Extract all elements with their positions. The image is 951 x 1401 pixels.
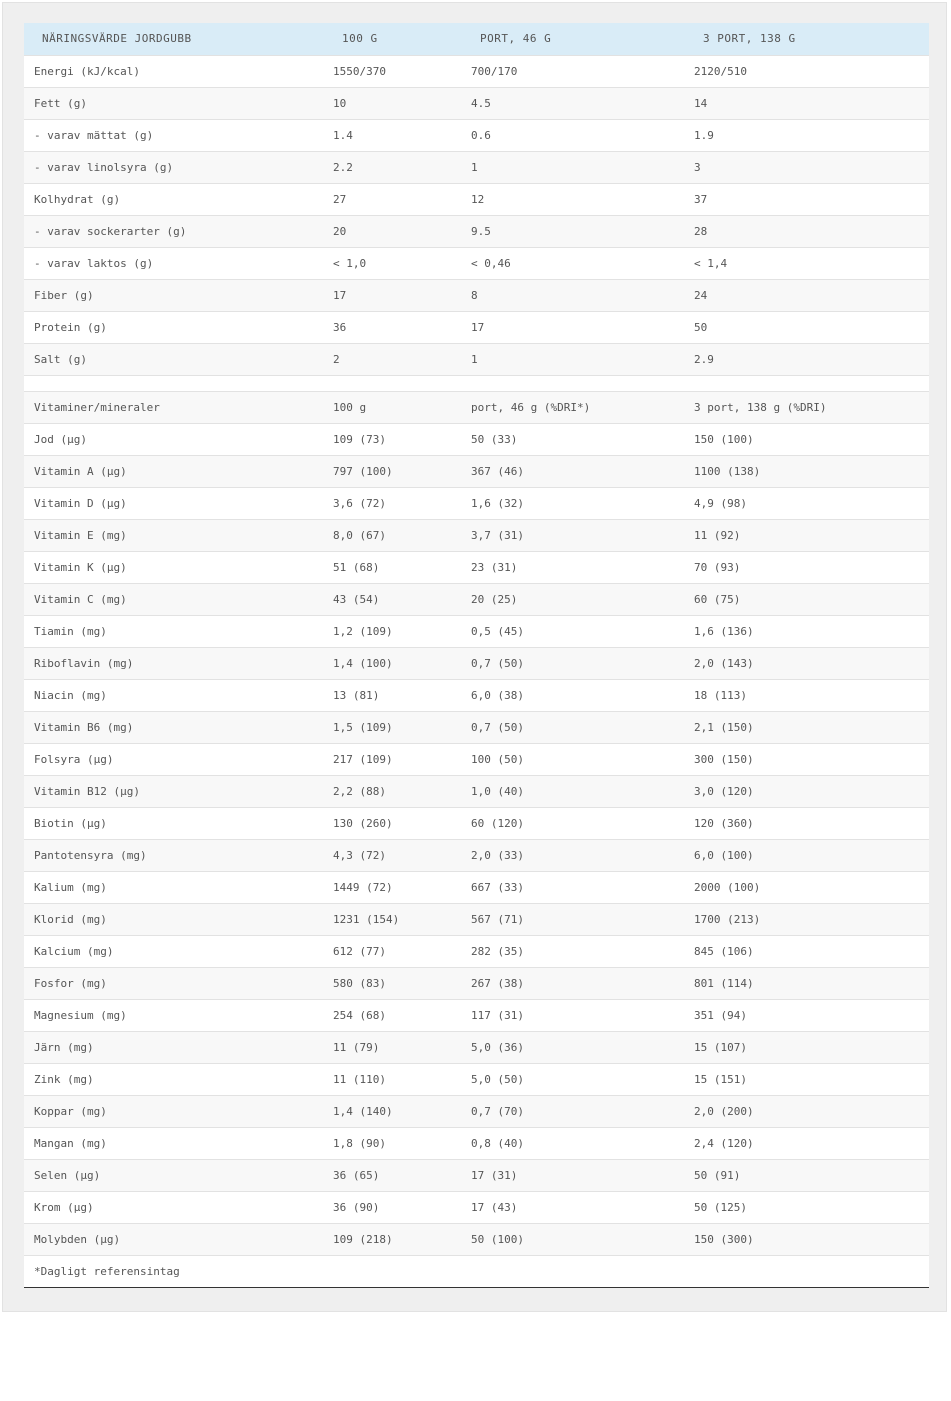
cell-per-100g: 8,0 (67) xyxy=(323,519,461,551)
cell-three-portions: 300 (150) xyxy=(684,743,929,775)
table-row xyxy=(24,215,929,247)
footnote-row xyxy=(24,1255,929,1287)
cell-per-portion: 1 xyxy=(461,151,684,183)
cell-nutrient: Koppar (mg) xyxy=(24,1095,323,1127)
cell-three-portions: 14 xyxy=(684,87,929,119)
cell-nutrient: Riboflavin (mg) xyxy=(24,647,323,679)
cell-three-portions: < 1,4 xyxy=(684,247,929,279)
cell-per-portion: 17 xyxy=(461,311,684,343)
cell-nutrient: Energi (kJ/kcal) xyxy=(24,55,323,87)
cell-per-portion: 9.5 xyxy=(461,215,684,247)
table-row xyxy=(24,711,929,743)
cell-three-portions: 50 xyxy=(684,311,929,343)
cell-three-portions: 50 (91) xyxy=(684,1159,929,1191)
table-row xyxy=(24,87,929,119)
cell-three-portions: 3 port, 138 g (%DRI) xyxy=(684,391,929,423)
cell-per-portion: 0,5 (45) xyxy=(461,615,684,647)
cell-per-portion: 12 xyxy=(461,183,684,215)
cell-three-portions: 2,0 (200) xyxy=(684,1095,929,1127)
cell-per-portion: 8 xyxy=(461,279,684,311)
cell-per-100g: 1,2 (109) xyxy=(323,615,461,647)
cell-per-portion: 2,0 (33) xyxy=(461,839,684,871)
table-row xyxy=(24,1063,929,1095)
cell-nutrient: Vitamin E (mg) xyxy=(24,519,323,551)
cell-nutrient: Zink (mg) xyxy=(24,1063,323,1095)
table-row xyxy=(24,1031,929,1063)
cell-nutrient: Fiber (g) xyxy=(24,279,323,311)
cell-nutrient: Fett (g) xyxy=(24,87,323,119)
cell-per-100g: 109 (73) xyxy=(323,423,461,455)
header-three-portions: 3 PORT, 138 G xyxy=(684,23,929,55)
cell-nutrient: Selen (µg) xyxy=(24,1159,323,1191)
cell-three-portions: 845 (106) xyxy=(684,935,929,967)
cell-nutrient: Vitamin B6 (mg) xyxy=(24,711,323,743)
cell-per-portion: 100 (50) xyxy=(461,743,684,775)
table-row xyxy=(24,871,929,903)
cell-per-100g: 3,6 (72) xyxy=(323,487,461,519)
cell-per-100g: 43 (54) xyxy=(323,583,461,615)
cell-per-100g: < 1,0 xyxy=(323,247,461,279)
cell-per-100g: 17 xyxy=(323,279,461,311)
cell-nutrient: Magnesium (mg) xyxy=(24,999,323,1031)
table-row xyxy=(24,183,929,215)
cell-per-portion: 1 xyxy=(461,343,684,375)
cell-per-100g: 10 xyxy=(323,87,461,119)
cell-per-portion: 0,7 (50) xyxy=(461,711,684,743)
table-row xyxy=(24,423,929,455)
cell-per-portion: 6,0 (38) xyxy=(461,679,684,711)
cell-per-100g: 1231 (154) xyxy=(323,903,461,935)
table-row xyxy=(24,839,929,871)
cell-per-portion: 567 (71) xyxy=(461,903,684,935)
cell-per-100g: 13 (81) xyxy=(323,679,461,711)
table-row xyxy=(24,487,929,519)
table-row xyxy=(24,311,929,343)
cell-nutrient: Kalium (mg) xyxy=(24,871,323,903)
cell-per-portion: 0,7 (70) xyxy=(461,1095,684,1127)
cell-per-100g: 2,2 (88) xyxy=(323,775,461,807)
cell-per-100g: 580 (83) xyxy=(323,967,461,999)
cell-per-100g: 1449 (72) xyxy=(323,871,461,903)
cell-three-portions: 15 (151) xyxy=(684,1063,929,1095)
cell-nutrient: Folsyra (µg) xyxy=(24,743,323,775)
cell-three-portions: 120 (360) xyxy=(684,807,929,839)
cell-per-portion: 4.5 xyxy=(461,87,684,119)
cell-per-100g: 36 xyxy=(323,311,461,343)
cell-three-portions: 6,0 (100) xyxy=(684,839,929,871)
table-header-row xyxy=(24,23,929,55)
cell-nutrient: Vitamin A (µg) xyxy=(24,455,323,487)
cell-per-100g: 254 (68) xyxy=(323,999,461,1031)
cell-per-portion: 700/170 xyxy=(461,55,684,87)
cell-per-100g: 130 (260) xyxy=(323,807,461,839)
cell-per-portion: 17 (31) xyxy=(461,1159,684,1191)
cell-per-portion: port, 46 g (%DRI*) xyxy=(461,391,684,423)
cell-per-portion: 1,0 (40) xyxy=(461,775,684,807)
cell-per-portion: 20 (25) xyxy=(461,583,684,615)
cell-nutrient: Vitamin C (mg) xyxy=(24,583,323,615)
cell-three-portions: 2120/510 xyxy=(684,55,929,87)
cell-nutrient: - varav laktos (g) xyxy=(24,247,323,279)
cell-nutrient: Pantotensyra (mg) xyxy=(24,839,323,871)
table-row xyxy=(24,935,929,967)
cell-three-portions: 24 xyxy=(684,279,929,311)
header-per-100g: 100 G xyxy=(323,23,461,55)
cell-per-100g: 2.2 xyxy=(323,151,461,183)
cell-nutrient: Jod (µg) xyxy=(24,423,323,455)
table-row xyxy=(24,775,929,807)
table-row xyxy=(24,967,929,999)
table-row xyxy=(24,807,929,839)
footnote: *Dagligt referensintag xyxy=(24,1255,929,1287)
cell-per-portion: < 0,46 xyxy=(461,247,684,279)
table-container xyxy=(2,2,947,1312)
table-row xyxy=(24,903,929,935)
nutrition-table xyxy=(24,23,929,1288)
table-row xyxy=(24,1159,929,1191)
cell-three-portions: 37 xyxy=(684,183,929,215)
cell-nutrient: Vitamin B12 (µg) xyxy=(24,775,323,807)
spacer-row xyxy=(24,375,929,391)
cell-three-portions: 28 xyxy=(684,215,929,247)
header-per-portion: PORT, 46 G xyxy=(461,23,684,55)
cell-nutrient: Vitaminer/mineraler xyxy=(24,391,323,423)
cell-per-portion: 17 (43) xyxy=(461,1191,684,1223)
cell-per-portion: 50 (33) xyxy=(461,423,684,455)
cell-nutrient: Krom (µg) xyxy=(24,1191,323,1223)
cell-per-100g: 1,4 (100) xyxy=(323,647,461,679)
cell-per-portion: 1,6 (32) xyxy=(461,487,684,519)
cell-nutrient: Tiamin (mg) xyxy=(24,615,323,647)
cell-three-portions: 3 xyxy=(684,151,929,183)
cell-nutrient: Kalcium (mg) xyxy=(24,935,323,967)
table-row xyxy=(24,1223,929,1255)
cell-per-100g: 11 (79) xyxy=(323,1031,461,1063)
cell-per-100g: 100 g xyxy=(323,391,461,423)
cell-nutrient: Vitamin D (µg) xyxy=(24,487,323,519)
cell-per-100g: 36 (65) xyxy=(323,1159,461,1191)
cell-three-portions: 801 (114) xyxy=(684,967,929,999)
cell-nutrient: Mangan (mg) xyxy=(24,1127,323,1159)
cell-per-100g: 2 xyxy=(323,343,461,375)
table-row xyxy=(24,551,929,583)
cell-per-portion: 267 (38) xyxy=(461,967,684,999)
cell-three-portions: 60 (75) xyxy=(684,583,929,615)
cell-per-100g: 1550/370 xyxy=(323,55,461,87)
cell-three-portions: 2,1 (150) xyxy=(684,711,929,743)
table-row xyxy=(24,1191,929,1223)
cell-per-portion: 3,7 (31) xyxy=(461,519,684,551)
cell-per-portion: 0.6 xyxy=(461,119,684,151)
cell-nutrient: - varav sockerarter (g) xyxy=(24,215,323,247)
table-row xyxy=(24,615,929,647)
table-row xyxy=(24,679,929,711)
cell-three-portions: 1100 (138) xyxy=(684,455,929,487)
table-row xyxy=(24,999,929,1031)
cell-per-portion: 5,0 (36) xyxy=(461,1031,684,1063)
cell-three-portions: 351 (94) xyxy=(684,999,929,1031)
cell-per-portion: 667 (33) xyxy=(461,871,684,903)
cell-nutrient: Fosfor (mg) xyxy=(24,967,323,999)
cell-nutrient: Salt (g) xyxy=(24,343,323,375)
cell-three-portions: 2,4 (120) xyxy=(684,1127,929,1159)
cell-per-portion: 282 (35) xyxy=(461,935,684,967)
table-row xyxy=(24,583,929,615)
cell-per-100g: 1,8 (90) xyxy=(323,1127,461,1159)
cell-per-100g: 27 xyxy=(323,183,461,215)
cell-three-portions: 4,9 (98) xyxy=(684,487,929,519)
cell-per-100g: 51 (68) xyxy=(323,551,461,583)
table-row xyxy=(24,247,929,279)
cell-three-portions: 18 (113) xyxy=(684,679,929,711)
cell-per-portion: 60 (120) xyxy=(461,807,684,839)
cell-per-portion: 0,7 (50) xyxy=(461,647,684,679)
cell-three-portions: 50 (125) xyxy=(684,1191,929,1223)
cell-three-portions: 2.9 xyxy=(684,343,929,375)
cell-per-100g: 1,4 (140) xyxy=(323,1095,461,1127)
cell-per-100g: 217 (109) xyxy=(323,743,461,775)
cell-per-100g: 797 (100) xyxy=(323,455,461,487)
table-row xyxy=(24,647,929,679)
cell-nutrient: Järn (mg) xyxy=(24,1031,323,1063)
cell-per-100g: 1,5 (109) xyxy=(323,711,461,743)
cell-three-portions: 11 (92) xyxy=(684,519,929,551)
cell-per-100g: 4,3 (72) xyxy=(323,839,461,871)
cell-three-portions: 15 (107) xyxy=(684,1031,929,1063)
cell-per-portion: 23 (31) xyxy=(461,551,684,583)
table-row xyxy=(24,55,929,87)
cell-per-portion: 5,0 (50) xyxy=(461,1063,684,1095)
cell-three-portions: 1.9 xyxy=(684,119,929,151)
cell-per-portion: 117 (31) xyxy=(461,999,684,1031)
cell-per-100g: 11 (110) xyxy=(323,1063,461,1095)
cell-nutrient: Vitamin K (µg) xyxy=(24,551,323,583)
cell-per-portion: 0,8 (40) xyxy=(461,1127,684,1159)
cell-nutrient: Niacin (mg) xyxy=(24,679,323,711)
cell-per-100g: 109 (218) xyxy=(323,1223,461,1255)
header-nutrient: NÄRINGSVÄRDE JORDGUBB xyxy=(24,23,323,55)
cell-three-portions: 2000 (100) xyxy=(684,871,929,903)
cell-three-portions: 150 (300) xyxy=(684,1223,929,1255)
cell-per-100g: 20 xyxy=(323,215,461,247)
cell-three-portions: 3,0 (120) xyxy=(684,775,929,807)
table-row xyxy=(24,519,929,551)
cell-three-portions: 70 (93) xyxy=(684,551,929,583)
cell-nutrient: Klorid (mg) xyxy=(24,903,323,935)
cell-nutrient: - varav linolsyra (g) xyxy=(24,151,323,183)
table-row xyxy=(24,119,929,151)
vitamins-header-row xyxy=(24,391,929,423)
cell-per-100g: 1.4 xyxy=(323,119,461,151)
cell-per-100g: 612 (77) xyxy=(323,935,461,967)
cell-three-portions: 1,6 (136) xyxy=(684,615,929,647)
cell-nutrient: Biotin (µg) xyxy=(24,807,323,839)
table-row xyxy=(24,1127,929,1159)
table-row xyxy=(24,455,929,487)
table-row xyxy=(24,1095,929,1127)
cell-three-portions: 150 (100) xyxy=(684,423,929,455)
cell-three-portions: 2,0 (143) xyxy=(684,647,929,679)
cell-nutrient: Protein (g) xyxy=(24,311,323,343)
cell-per-100g: 36 (90) xyxy=(323,1191,461,1223)
cell-per-portion: 367 (46) xyxy=(461,455,684,487)
cell-per-portion: 50 (100) xyxy=(461,1223,684,1255)
cell-nutrient: Kolhydrat (g) xyxy=(24,183,323,215)
table-row xyxy=(24,743,929,775)
spacer-cell xyxy=(24,375,929,391)
cell-three-portions: 1700 (213) xyxy=(684,903,929,935)
table-row xyxy=(24,343,929,375)
table-row xyxy=(24,151,929,183)
table-row xyxy=(24,279,929,311)
cell-nutrient: Molybden (µg) xyxy=(24,1223,323,1255)
cell-nutrient: - varav mättat (g) xyxy=(24,119,323,151)
